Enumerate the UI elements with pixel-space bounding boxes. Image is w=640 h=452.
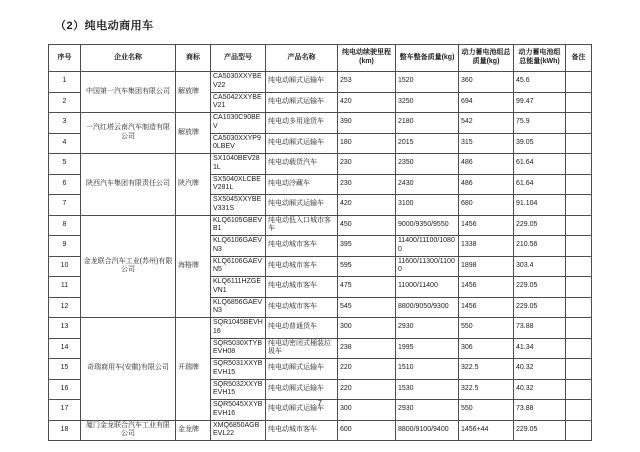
cell-product-model: SQR5045XXYBEVH16 — [211, 400, 266, 421]
cell-remark — [566, 338, 592, 359]
cell-product-model: SQR5031XXYBEVH15 — [211, 359, 266, 380]
cell-remark — [566, 174, 592, 195]
cell-remark — [566, 92, 592, 113]
cell-curb-mass-kg: 8800/9050/9300 — [396, 297, 459, 318]
column-header-7: 动力蓄电池组总质量(kg) — [459, 45, 514, 72]
cell-battery-energy-kwh: 229.05 — [514, 420, 566, 441]
cell-brand: 陕汽牌 — [176, 154, 211, 216]
cell-company-name: 金龙联合汽车工业(苏州)有限公司 — [81, 215, 176, 318]
cell-product-model: SQR5032XXYBEVH15 — [211, 379, 266, 400]
cell-remark — [566, 133, 592, 154]
cell-company-name: 厦门金龙联合汽车工业有限公司 — [81, 420, 176, 441]
table-row — [49, 420, 592, 441]
cell-curb-mass-kg: 2180 — [396, 113, 459, 134]
cell-product-name: 纯电动城市客车 — [266, 277, 338, 298]
cell-battery-mass-kg: 360 — [459, 72, 514, 93]
cell-product-name: 纯电动厢式运输车 — [266, 195, 338, 216]
column-header-1: 企业名称 — [81, 45, 176, 72]
cell-battery-energy-kwh: 40.32 — [514, 359, 566, 380]
cell-serial-number: 1 — [49, 72, 81, 93]
column-header-0: 序号 — [49, 45, 81, 72]
cell-battery-mass-kg: 542 — [459, 113, 514, 134]
cell-product-model: CA5042XXYBEV21 — [211, 92, 266, 113]
cell-range-km: 545 — [338, 297, 396, 318]
cell-battery-energy-kwh: 40.32 — [514, 379, 566, 400]
cell-serial-number: 3 — [49, 113, 81, 134]
cell-remark — [566, 420, 592, 441]
cell-curb-mass-kg: 1530 — [396, 379, 459, 400]
table-row — [49, 154, 592, 175]
column-header-6: 整车整备质量(kg) — [396, 45, 459, 72]
cell-product-model: KLQ6856GAEVN3 — [211, 297, 266, 318]
table-row — [49, 113, 592, 134]
cell-product-name: 纯电动多用途货车 — [266, 113, 338, 134]
cell-battery-energy-kwh: 91.104 — [514, 195, 566, 216]
cell-battery-mass-kg: 694 — [459, 92, 514, 113]
table-row — [49, 215, 592, 236]
cell-remark — [566, 195, 592, 216]
cell-product-model: SQR5030XTYBEVH08 — [211, 338, 266, 359]
cell-battery-energy-kwh: 303.4 — [514, 256, 566, 277]
cell-brand: 解放牌 — [176, 113, 211, 154]
cell-product-model: KLQ6106GAEVN3 — [211, 236, 266, 257]
cell-company-name: 奇瑞商用车(安徽)有限公司 — [81, 318, 176, 421]
cell-curb-mass-kg: 11000/11400 — [396, 277, 459, 298]
cell-remark — [566, 72, 592, 93]
cell-battery-mass-kg: 1456 — [459, 215, 514, 236]
cell-range-km: 420 — [338, 92, 396, 113]
cell-brand: 解放牌 — [176, 72, 211, 113]
cell-battery-energy-kwh: 73.88 — [514, 318, 566, 339]
cell-remark — [566, 154, 592, 175]
cell-battery-energy-kwh: 73.88 — [514, 400, 566, 421]
cell-range-km: 230 — [338, 174, 396, 195]
cell-product-name: 纯电动城市客车 — [266, 297, 338, 318]
cell-remark — [566, 379, 592, 400]
cell-brand: 金龙牌 — [176, 420, 211, 441]
column-header-2: 商标 — [176, 45, 211, 72]
cell-serial-number: 13 — [49, 318, 81, 339]
cell-product-model: CA5030XXYP90LBEV — [211, 133, 266, 154]
cell-range-km: 450 — [338, 215, 396, 236]
cell-curb-mass-kg: 11600/11300/11000 — [396, 256, 459, 277]
cell-remark — [566, 256, 592, 277]
cell-battery-mass-kg: 1456+44 — [459, 420, 514, 441]
cell-serial-number: 17 — [49, 400, 81, 421]
cell-product-name: 纯电动厢式运输车 — [266, 400, 338, 421]
cell-range-km: 600 — [338, 420, 396, 441]
cell-curb-mass-kg: 1510 — [396, 359, 459, 380]
cell-serial-number: 5 — [49, 154, 81, 175]
cell-serial-number: 10 — [49, 256, 81, 277]
cell-product-model: KLQ6111HZGEVN1 — [211, 277, 266, 298]
cell-battery-energy-kwh: 45.6 — [514, 72, 566, 93]
cell-range-km: 420 — [338, 195, 396, 216]
cell-product-name: 纯电动冷藏车 — [266, 174, 338, 195]
cell-product-name: 纯电动厢式运输车 — [266, 72, 338, 93]
cell-curb-mass-kg: 9000/9350/9550 — [396, 215, 459, 236]
cell-company-name: 陕西汽车集团有限责任公司 — [81, 154, 176, 216]
cell-battery-energy-kwh: 229.05 — [514, 277, 566, 298]
cell-product-model: SX5045XXYBEV331S — [211, 195, 266, 216]
table-body — [49, 72, 592, 441]
cell-product-name: 纯电动低入口城市客车 — [266, 215, 338, 236]
cell-battery-energy-kwh: 39.05 — [514, 133, 566, 154]
cell-battery-energy-kwh: 229.05 — [514, 215, 566, 236]
cell-curb-mass-kg: 2350 — [396, 154, 459, 175]
column-header-3: 产品型号 — [211, 45, 266, 72]
cell-company-name: 一汽红塔云南汽车制造有限公司 — [81, 113, 176, 154]
cell-product-model: CA1030C90BEV — [211, 113, 266, 134]
cell-range-km: 300 — [338, 400, 396, 421]
column-header-5: 纯电动续驶里程(km) — [338, 45, 396, 72]
cell-serial-number: 11 — [49, 277, 81, 298]
cell-serial-number: 2 — [49, 92, 81, 113]
cell-range-km: 238 — [338, 338, 396, 359]
cell-serial-number: 16 — [49, 379, 81, 400]
cell-range-km: 390 — [338, 113, 396, 134]
cell-range-km: 300 — [338, 318, 396, 339]
cell-remark — [566, 359, 592, 380]
cell-battery-mass-kg: 1456 — [459, 297, 514, 318]
column-header-8: 动力蓄电池组总能量(kWh) — [514, 45, 566, 72]
cell-battery-energy-kwh: 229.05 — [514, 297, 566, 318]
cell-remark — [566, 236, 592, 257]
cell-battery-mass-kg: 680 — [459, 195, 514, 216]
cell-product-name: 纯电动载货汽车 — [266, 154, 338, 175]
column-header-9: 备注 — [566, 45, 592, 72]
cell-serial-number: 18 — [49, 420, 81, 441]
cell-product-model: SX1040BEV281L — [211, 154, 266, 175]
cell-battery-energy-kwh: 99.47 — [514, 92, 566, 113]
cell-serial-number: 4 — [49, 133, 81, 154]
cell-battery-mass-kg: 486 — [459, 154, 514, 175]
cell-range-km: 253 — [338, 72, 396, 93]
cell-company-name: 中国第一汽车集团有限公司 — [81, 72, 176, 113]
cell-remark — [566, 297, 592, 318]
cell-curb-mass-kg: 2930 — [396, 318, 459, 339]
cell-remark — [566, 113, 592, 134]
cell-serial-number: 12 — [49, 297, 81, 318]
cell-curb-mass-kg: 11400/11100/10800 — [396, 236, 459, 257]
cell-curb-mass-kg: 1520 — [396, 72, 459, 93]
cell-serial-number: 15 — [49, 359, 81, 380]
cell-curb-mass-kg: 1995 — [396, 338, 459, 359]
cell-battery-mass-kg: 1898 — [459, 256, 514, 277]
page-number: 7 — [317, 398, 323, 407]
cell-battery-mass-kg: 550 — [459, 400, 514, 421]
cell-range-km: 220 — [338, 379, 396, 400]
cell-product-name: 纯电动厢式运输车 — [266, 379, 338, 400]
cell-product-name: 纯电动密闭式桶装垃圾车 — [266, 338, 338, 359]
cell-battery-mass-kg: 486 — [459, 174, 514, 195]
table-header — [49, 45, 592, 72]
cell-curb-mass-kg: 3100 — [396, 195, 459, 216]
cell-product-name: 纯电动厢式运输车 — [266, 92, 338, 113]
section-title: （2）纯电动商用车 — [55, 20, 154, 32]
cell-curb-mass-kg: 2430 — [396, 174, 459, 195]
cell-product-model: KLQ6105GBEVB1 — [211, 215, 266, 236]
cell-range-km: 595 — [338, 256, 396, 277]
cell-product-model: CA5030XXYBEV22 — [211, 72, 266, 93]
cell-battery-energy-kwh: 41.34 — [514, 338, 566, 359]
column-header-4: 产品名称 — [266, 45, 338, 72]
cell-brand: 开瑞牌 — [176, 318, 211, 421]
cell-range-km: 395 — [338, 236, 396, 257]
table-header-row — [49, 45, 592, 72]
cell-product-name: 纯电动城市客车 — [266, 236, 338, 257]
cell-battery-energy-kwh: 210.56 — [514, 236, 566, 257]
cell-product-model: KLQ6106GAEVN5 — [211, 256, 266, 277]
cell-remark — [566, 318, 592, 339]
cell-range-km: 220 — [338, 359, 396, 380]
cell-battery-energy-kwh: 61.64 — [514, 154, 566, 175]
cell-serial-number: 6 — [49, 174, 81, 195]
table-row — [49, 72, 592, 93]
cell-serial-number: 14 — [49, 338, 81, 359]
cell-product-model: XMQ6850AGBEVL22 — [211, 420, 266, 441]
cell-product-model: SQR1045BEVH16 — [211, 318, 266, 339]
cell-serial-number: 9 — [49, 236, 81, 257]
cell-battery-mass-kg: 315 — [459, 133, 514, 154]
cell-product-name: 纯电动城市客车 — [266, 420, 338, 441]
cell-battery-mass-kg: 550 — [459, 318, 514, 339]
cell-product-name: 纯电动城市客车 — [266, 256, 338, 277]
cell-battery-mass-kg: 322.5 — [459, 359, 514, 380]
cell-range-km: 180 — [338, 133, 396, 154]
cell-product-model: SX5040XLCBEV281L — [211, 174, 266, 195]
cell-remark — [566, 215, 592, 236]
cell-product-name: 纯电动普通货车 — [266, 318, 338, 339]
cell-remark — [566, 277, 592, 298]
table-row — [49, 318, 592, 339]
cell-battery-energy-kwh: 75.9 — [514, 113, 566, 134]
cell-serial-number: 8 — [49, 215, 81, 236]
cell-battery-mass-kg: 1338 — [459, 236, 514, 257]
cell-curb-mass-kg: 2930 — [396, 400, 459, 421]
vehicle-table — [48, 44, 592, 441]
cell-battery-energy-kwh: 61.64 — [514, 174, 566, 195]
cell-range-km: 475 — [338, 277, 396, 298]
cell-serial-number: 7 — [49, 195, 81, 216]
cell-product-name: 纯电动厢式运输车 — [266, 359, 338, 380]
cell-product-name: 纯电动厢式运输车 — [266, 133, 338, 154]
cell-curb-mass-kg: 3250 — [396, 92, 459, 113]
cell-curb-mass-kg: 8800/9100/9400 — [396, 420, 459, 441]
cell-battery-mass-kg: 306 — [459, 338, 514, 359]
cell-curb-mass-kg: 2015 — [396, 133, 459, 154]
cell-battery-mass-kg: 322.5 — [459, 379, 514, 400]
cell-range-km: 230 — [338, 154, 396, 175]
cell-brand: 海格牌 — [176, 215, 211, 318]
cell-battery-mass-kg: 1456 — [459, 277, 514, 298]
